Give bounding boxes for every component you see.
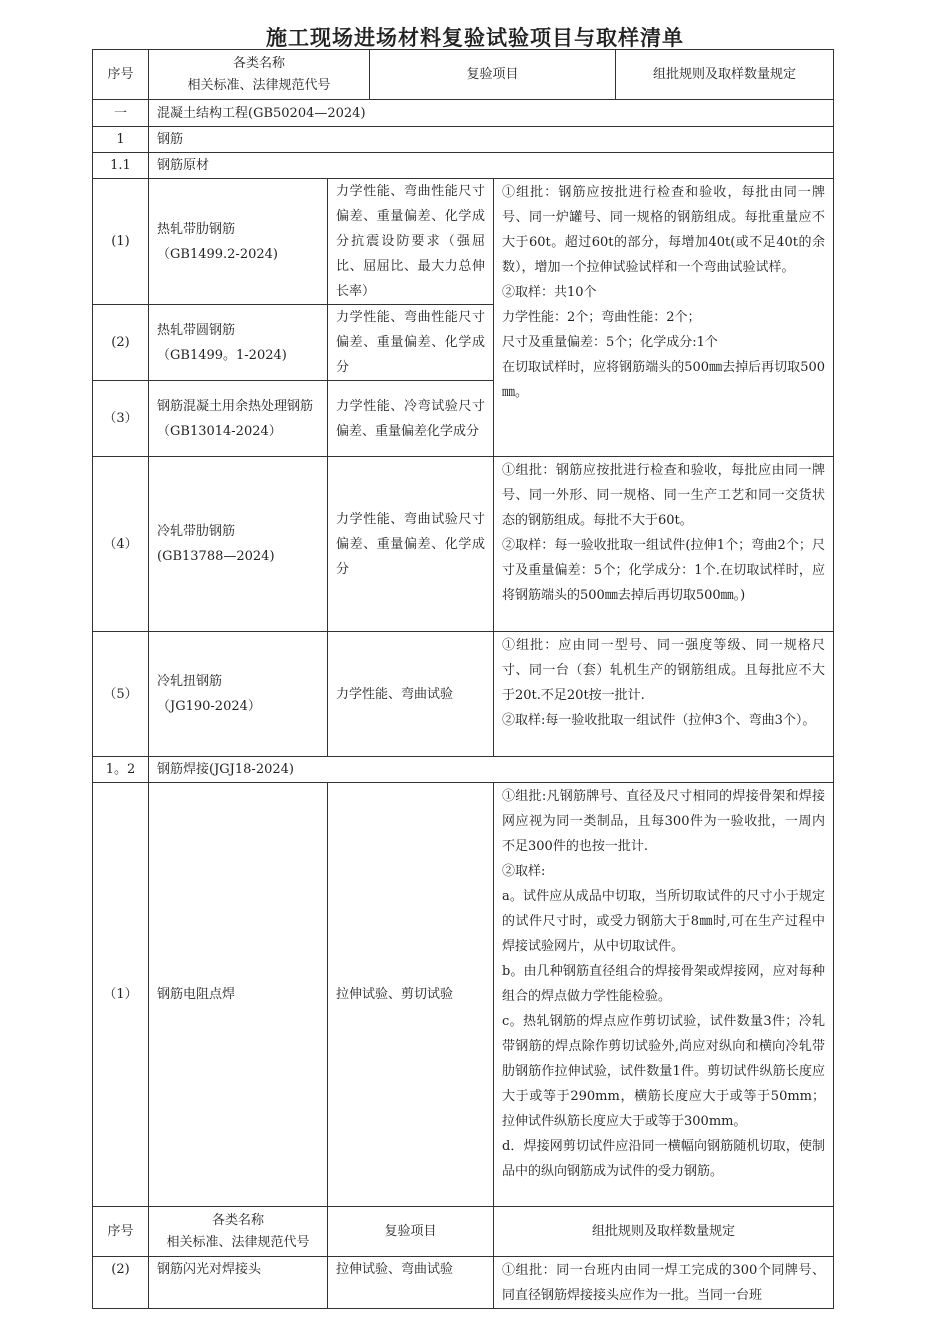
rule-line: 力学性能：2个；弯曲性能：2个； — [502, 310, 701, 325]
header-items: 复验项目 — [370, 50, 616, 100]
row-seq: (2) — [93, 305, 149, 381]
document-title: 施工现场进场材料复验试验项目与取样清单 — [266, 25, 684, 50]
materials-table-body — [92, 99, 834, 1309]
rule-line: c。热轧钢筋的焊点应作剪切试验，试件数量3件；冷轧带钢筋的焊点除作剪切试验外,尚应对纵向和横向冷轧带肋钢筋作拉伸试验，试件数量1件。剪切试件纵筋长度应大于或等于290mm，横筋长度应大于或等于50mm；拉伸试件纵筋长度应大于或等于300mm。 — [502, 1014, 826, 1129]
rule-line: ②取样：共10个 — [502, 285, 597, 300]
section-seq: 1.1 — [93, 153, 149, 179]
materials-table — [92, 49, 834, 100]
row-name-main: 钢筋电阻点焊 — [157, 987, 236, 1002]
row-name-main: 冷轧带肋钢筋 — [157, 524, 236, 539]
header-rules: 组批规则及取样数量规定 — [494, 1207, 834, 1257]
row-name-main: 热轧带肋钢筋 — [157, 221, 236, 237]
header-rules: 组批规则及取样数量规定 — [616, 50, 834, 100]
rule-line: a。试件应从成品中切取，当所切取试件的尺寸小于规定的试件尺寸时，或受力钢筋大于8㎜时,可在生产过程中焊接试验网片，从中切取试件。 — [502, 889, 826, 954]
row-seq: （3） — [93, 381, 149, 457]
row-name — [149, 305, 328, 381]
table-row — [93, 1257, 834, 1309]
section-label: 混凝土结构工程(GB50204—2024) — [149, 100, 834, 127]
rule-line: 在切取试样时，应将钢筋端头的500㎜去掉后再切取500㎜。 — [502, 360, 826, 400]
section-seq: 1。2 — [93, 757, 149, 783]
section-seq: 1 — [93, 127, 149, 153]
rule-line: d．焊接网剪切试件应沿同一横幅向钢筋随机切取，使制品中的纵向钢筋成为试件的受力钢筋。 — [502, 1139, 826, 1179]
row-name — [149, 457, 328, 632]
table-row — [93, 179, 834, 305]
row-rules — [494, 179, 834, 457]
row-name-main: 钢筋混凝土用余热处理钢筋（GB13014-2024） — [157, 398, 314, 439]
header-row — [93, 50, 834, 100]
row-name — [149, 1257, 328, 1309]
header-name-line1: 各类名称 — [211, 1212, 264, 1228]
section-label: 钢筋原材 — [149, 153, 834, 179]
header-items: 复验项目 — [328, 1207, 494, 1257]
table-row — [93, 457, 834, 632]
rule-line: ①组批:凡钢筋牌号、直径及尺寸相同的焊接骨架和焊接网应视为同一类制品，且每300件为一验收批，一周内不足300件的也按一批计. — [502, 789, 826, 854]
header-name-line1: 各类名称 — [232, 55, 285, 71]
rule-line: 尺寸及重量偏差：5个；化学成分:1个 — [502, 335, 718, 350]
row-items: 力学性能、弯曲性能尺寸偏差、重量偏差、化学成分抗震设防要求（强屈比、屈屈比、最大力总伸长率） — [328, 179, 494, 305]
row-seq: （1） — [93, 783, 149, 1207]
row-name — [149, 632, 328, 757]
row-name — [149, 783, 328, 1207]
header-name-line2: 相关标准、法律规范代号 — [187, 77, 331, 93]
row-seq: (1) — [93, 179, 149, 305]
row-items: 力学性能、弯曲试验 — [328, 632, 494, 757]
rule-line: ②取样: — [502, 864, 546, 879]
row-rules — [494, 1257, 834, 1309]
rule-line: ②取样:每一验收批取一组试件（拉伸3个、弯曲3个）。 — [502, 713, 816, 728]
row-name-main: 热轧带圆钢筋 — [157, 322, 236, 338]
row-name-standard: （GB1499.2-2024) — [157, 246, 278, 262]
row-name-main: 冷轧扭钢筋 — [157, 674, 223, 689]
table-row — [93, 632, 834, 757]
rule-line: b。由几种钢筋直径组合的焊接骨架或焊接网，应对每种组合的焊点做力学性能检验。 — [502, 964, 826, 1004]
row-items: 力学性能、弯曲性能尺寸偏差、重量偏差、化学成分 — [328, 305, 494, 381]
rule-line: ①组批：钢筋应按批进行检查和验收，每批应由同一牌号、同一外形、同一规格、同一生产工艺和同一交货状态的钢筋组成。每批不大于60t。 — [502, 463, 826, 528]
row-rules — [494, 632, 834, 757]
row-items: 力学性能、弯曲试验尺寸偏差、重量偏差、化学成分 — [328, 457, 494, 632]
row-rules — [494, 783, 834, 1207]
row-items: 拉伸试验、剪切试验 — [328, 783, 494, 1207]
header-row-repeat — [93, 1207, 834, 1257]
section-row — [93, 757, 834, 783]
header-seq: 序号 — [93, 50, 149, 100]
section-label: 钢筋 — [149, 127, 834, 153]
section-row — [93, 153, 834, 179]
rule-line: ①组批：同一台班内由同一焊工完成的300个同牌号、同直径钢筋焊接接头应作为一批。当同一台班 — [502, 1263, 826, 1303]
row-items: 拉伸试验、弯曲试验 — [328, 1257, 494, 1309]
row-items: 力学性能、冷弯试验尺寸偏差、重量偏差化学成分 — [328, 381, 494, 457]
rule-line: ②取样：每一验收批取一组试件(拉伸1个；弯曲2个；尺寸及重量偏差：5个；化学成分：1个.在切取试样时，应将钢筋端头的500㎜去掉后再切取500㎜。) — [502, 538, 826, 603]
header-seq: 序号 — [93, 1207, 149, 1257]
row-name-standard: （JG190-2024） — [157, 699, 261, 714]
section-row — [93, 127, 834, 153]
header-name-line2: 相关标准、法律规范代号 — [166, 1234, 310, 1250]
section-seq: 一 — [93, 100, 149, 127]
row-seq: （5） — [93, 632, 149, 757]
rule-line: ①组批：应由同一型号、同一强度等级、同一规格尺寸、同一台（套）轧机生产的钢筋组成。且每批应不大于20t.不足20t按一批计. — [502, 638, 826, 703]
header-name — [149, 1207, 328, 1257]
row-name — [149, 179, 328, 305]
rule-line: ①组批：钢筋应按批进行检查和验收，每批由同一牌号、同一炉罐号、同一规格的钢筋组成。每批重量应不大于60t。超过60t的部分，每增加40t(或不足40t的余数），增加一个拉伸试验试样和一个弯曲试验试样。 — [502, 185, 826, 275]
row-name-standard: （GB1499。1-2024) — [157, 347, 287, 363]
header-name — [149, 50, 370, 100]
row-name-main: 钢筋闪光对焊接头 — [157, 1262, 262, 1277]
section-row — [93, 100, 834, 127]
row-seq: （4） — [93, 457, 149, 632]
section-label: 钢筋焊接(JGJ18-2024) — [149, 757, 834, 783]
row-name — [149, 381, 328, 457]
row-rules — [494, 457, 834, 632]
table-row — [93, 783, 834, 1207]
row-name-standard: (GB13788—2024) — [157, 549, 275, 564]
row-seq: (2) — [93, 1257, 149, 1309]
